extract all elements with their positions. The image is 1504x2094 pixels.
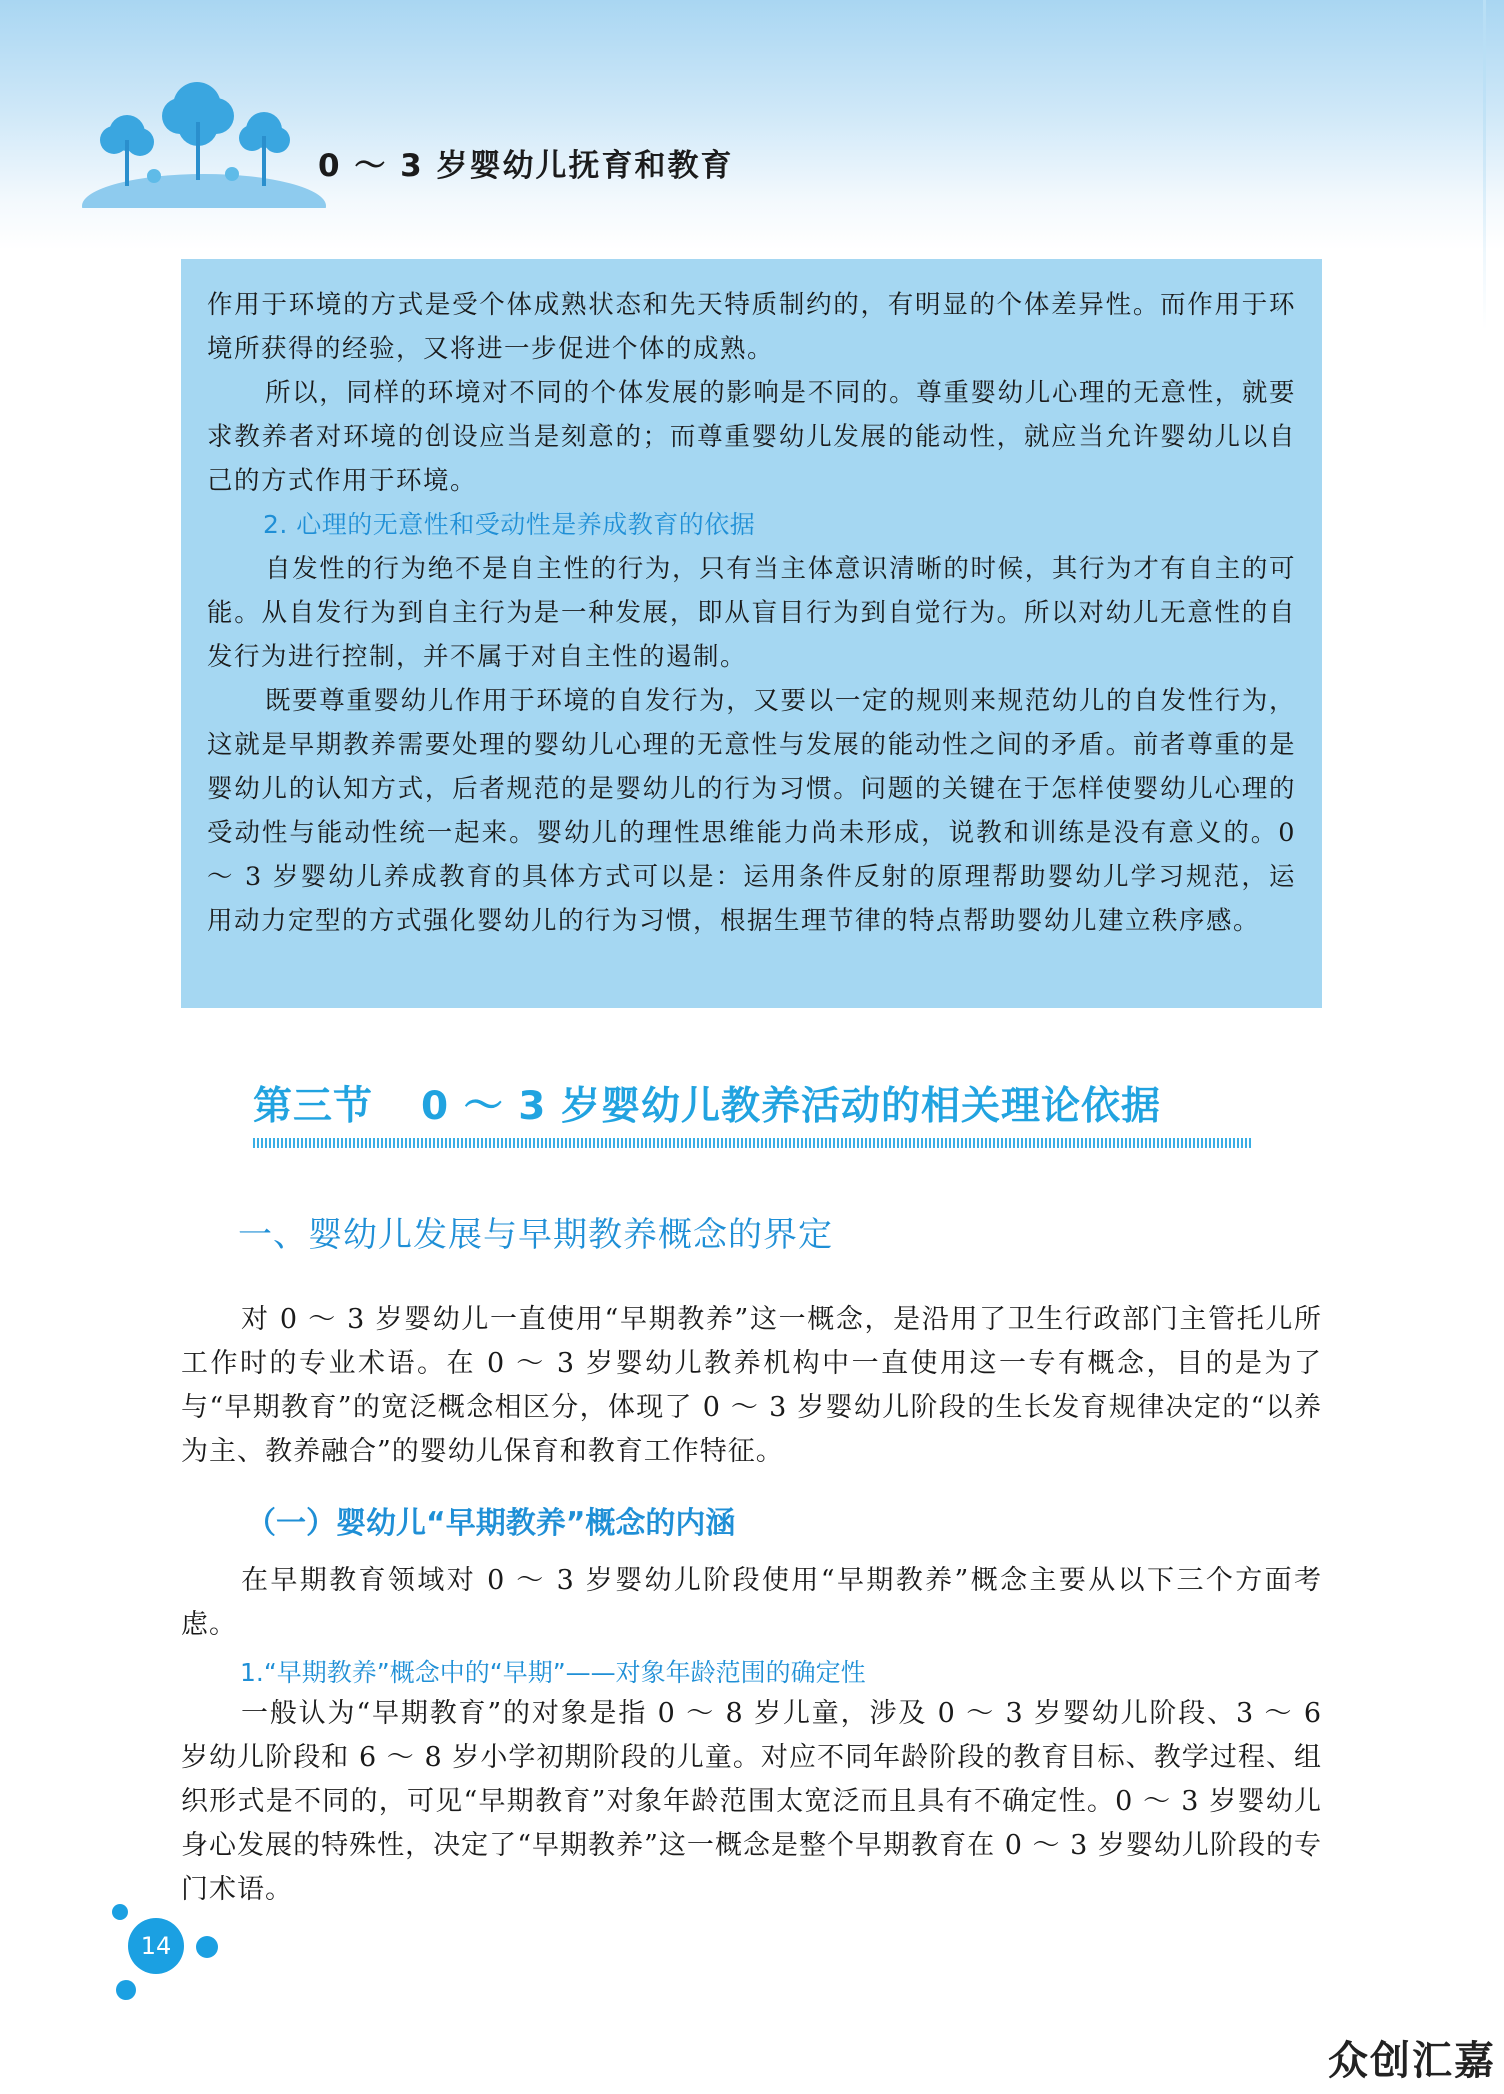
book-title: 0 ～ 3 岁婴幼儿抚育和教育	[318, 148, 734, 184]
decor-dot	[116, 1980, 136, 2000]
trees-illustration	[82, 78, 332, 208]
paragraph-3: 一般认为“早期教育”的对象是指 0 ～ 8 岁儿童，涉及 0 ～ 3 岁婴幼儿阶段、3 ～ 6 岁幼儿阶段和 6 ～ 8 岁小学初期阶段的儿童。对应不同年龄阶段的教育目标、教学过程、组织形式是不同的，可见“早期教育”对象年龄范围太宽泛而且具有不确定性。0 ～ 3 岁婴幼儿身心发展的特殊性，决定了“早期教养”这一概念是整个早期教育在 0 ～ 3 岁婴幼儿阶段的专门术语。	[181, 1698, 1322, 1905]
paragraph-2: 在早期教育领域对 0 ～ 3 岁婴幼儿阶段使用“早期教养”概念主要从以下三个方面考虑。	[181, 1565, 1322, 1640]
heading-level-3: 1.“早期教养”概念中的“早期”——对象年龄范围的确定性	[240, 1658, 866, 1687]
edge-stripe	[1483, 0, 1486, 330]
box-paragraph-2: 所以，同样的环境对不同的个体发展的影响是不同的。尊重婴幼儿心理的无意性，就要求教养者对环境的创设应当是刻意的；而尊重婴幼儿发展的能动性，就应当允许婴幼儿以自己的方式作用于环境。	[207, 378, 1296, 496]
heading-level-2: （一）婴幼儿“早期教养”概念的内涵	[246, 1506, 736, 1541]
box-paragraph-1: 作用于环境的方式是受个体成熟状态和先天特质制约的，有明显的个体差异性。而作用于环境所获得的经验，又将进一步促进个体的成熟。	[207, 290, 1296, 364]
page-number: 14	[128, 1918, 184, 1974]
section-label: 第三节	[253, 1084, 374, 1129]
section-title-text: 0 ～ 3 岁婴幼儿教养活动的相关理论依据	[421, 1084, 1162, 1129]
box-subheading: 2. 心理的无意性和受动性是养成教育的依据	[263, 510, 756, 539]
highlight-box	[181, 259, 1322, 1008]
box-paragraph-3: 自发性的行为绝不是自主性的行为，只有当主体意识清晰的时候，其行为才有自主的可能。从自发行为到自主行为是一种发展，即从盲目行为到自觉行为。所以对幼儿无意性的自发行为进行控制，并不属于对自主性的遏制。	[207, 554, 1296, 672]
box-paragraph-4: 既要尊重婴幼儿作用于环境的自发行为，又要以一定的规则来规范幼儿的自发性行为，这就是早期教养需要处理的婴幼儿心理的无意性与发展的能动性之间的矛盾。前者尊重的是婴幼儿的认知方式，后者规范的是婴幼儿的行为习惯。问题的关键在于怎样使婴幼儿心理的受动性与能动性统一起来。婴幼儿的理性思维能力尚未形成，说教和训练是没有意义的。0 ～ 3 岁婴幼儿养成教育的具体方式可以是：运用条件反射的原理帮助婴幼儿学习规范，运用动力定型的方式强化婴幼儿的行为习惯，根据生理节律的特点帮助婴幼儿建立秩序感。	[207, 686, 1296, 936]
decor-dot	[196, 1936, 218, 1958]
decor-dot	[112, 1904, 128, 1920]
heading-level-1: 一、婴幼儿发展与早期教养概念的界定	[238, 1215, 833, 1255]
paragraph-1: 对 0 ～ 3 岁婴幼儿一直使用“早期教养”这一概念，是沿用了卫生行政部门主管托儿所工作时的专业术语。在 0 ～ 3 岁婴幼儿教养机构中一直使用这一专有概念，目的是为了与“早期教育”的宽泛概念相区分，体现了 0 ～ 3 岁婴幼儿阶段的生长发育规律决定的“以养为主、教养融合”的婴幼儿保育和教育工作特征。	[181, 1304, 1322, 1467]
watermark: 众创汇嘉	[1328, 2038, 1496, 2084]
section-title	[253, 1075, 1251, 1131]
section-divider	[253, 1138, 1251, 1148]
